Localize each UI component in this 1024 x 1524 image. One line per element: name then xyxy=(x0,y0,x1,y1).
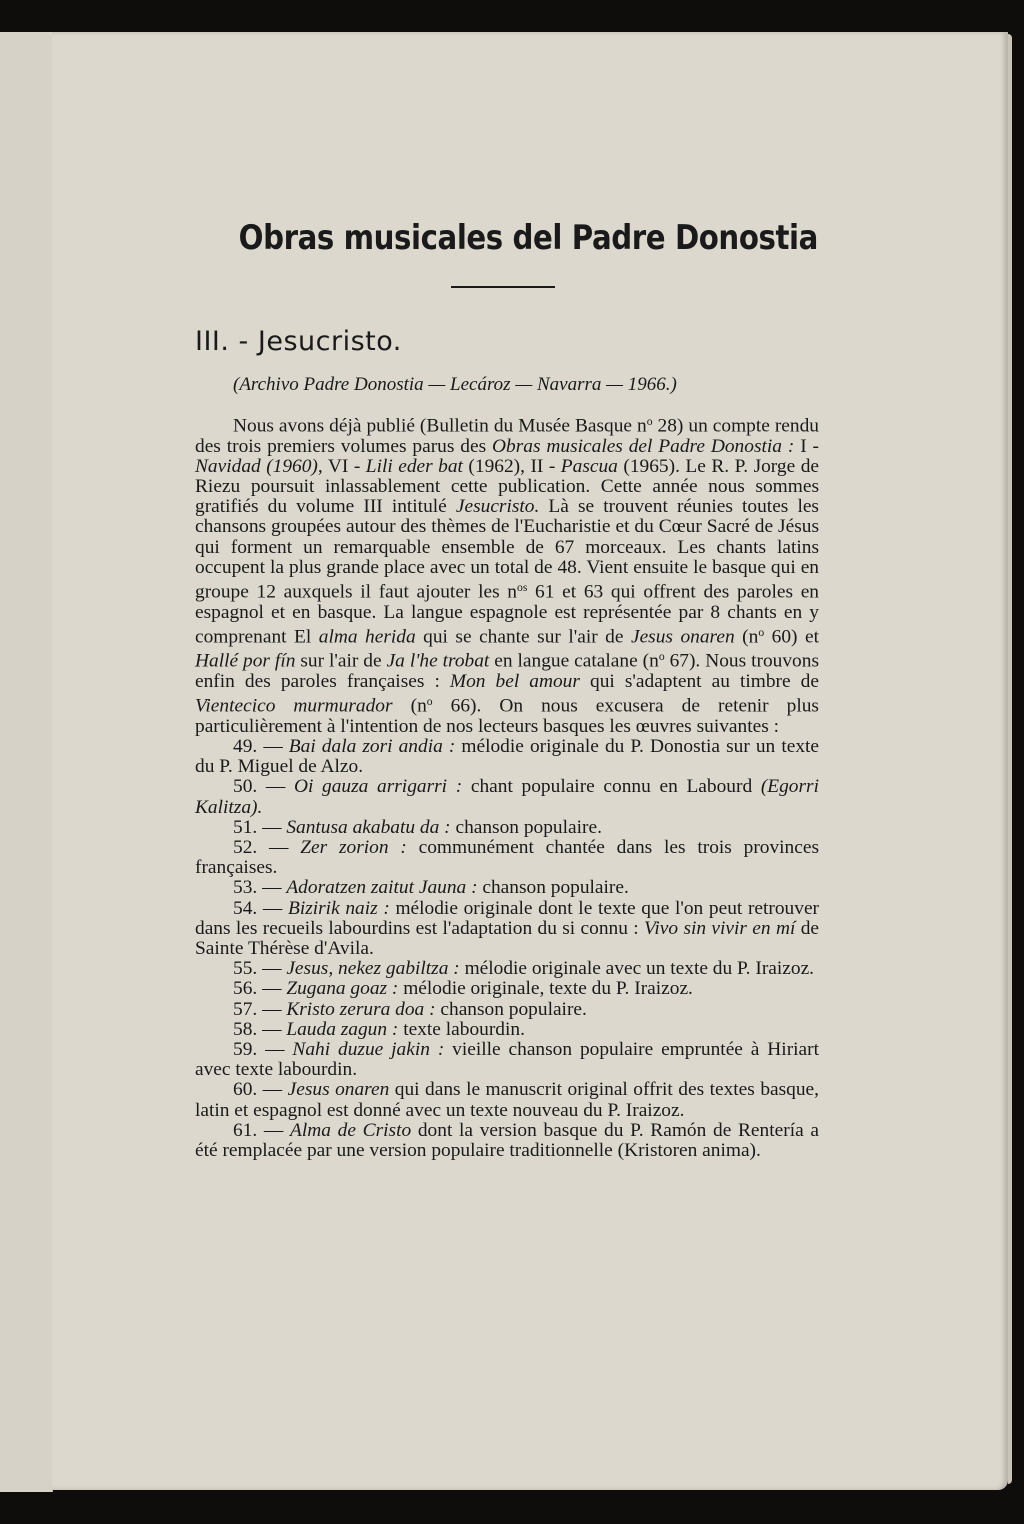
works-list xyxy=(195,737,819,1161)
work-item-55: 55. — Jesus, nekez gabiltza : mélodie originale avec un texte du P. Iraizoz. xyxy=(233,958,815,980)
source-line: (Archivo Padre Donostia — Lecároz — Navarra — 1966.) xyxy=(233,374,677,395)
page-title: Obras musicales del Padre Donostia xyxy=(238,218,818,258)
intro-paragraph: Nous avons déjà publié (Bulletin du Musée Basque $n^o$ 28) un compte rendu des trois premiers volumes parus des Obras musicales del Padre Donostia : I - Navidad (1960), VI - Lili eder bat (1962), II - Pascua (1965). Le R. P. Jorge de Riezu poursuit inlassablement cette publication. Cette année nous sommes gratifiés du volume III intitulé Jesucristo. Là se trouvent réunies toutes les chansons groupées autour des thèmes de l'Eucharistie et du Cœur Sacré de Jésus qui forment un remarquable ensemble de 67 morceaux. Les chants latins occupent la plus grande place avec un total de 48. Vient ensuite le basque qui en groupe 12 auxquels il faut ajouter les $n^{os}$ 61 et 63 qui offrent des paroles en espagnol et en basque. La langue espagnole est représentée par 8 chants en y comprenant El alma herida qui se chante sur l'air de Jesus onaren ($n^o$ 60) et Hallé por fín sur l'air de Ja l'he trobat en langue catalane ($n^o$ 67). Nous trouvons enfin des paroles françaises : Mon bel amour qui s'adaptent au timbre de Vientecico murmurador ($n^o$ 66). On nous excusera de retenir plus particulièrement à l'intention de nos lecteurs basques les œuvres suivantes : xyxy=(195,415,820,737)
work-item-50: 50. — Oi gauza arrigarri : chant populaire connu en Labourd (Egorri Kalitza). xyxy=(195,776,819,818)
work-item-58: 58. — Lauda zagun : texte labourdin. xyxy=(233,1018,525,1040)
work-item-61: 61. — Alma de Cristo dont la version basque du P. Ramón de Rentería a été remplacée par une version populaire traditionnelle (Kristoren anima). xyxy=(195,1119,819,1162)
work-item-54: 54. — Bizirik naiz : mélodie originale dont le texte que l'on peut retrouver dans les recueils labourdins est l'adaptation du si connu : Vivo sin vivir en mí de Sainte Thérèse d'Avila. xyxy=(195,897,820,960)
work-item-56: 56. — Zugana goaz : mélodie originale, texte du P. Iraizoz. xyxy=(233,978,693,1000)
work-item-52: 52. — Zer zorion : communément chantée dans les trois provinces françaises. xyxy=(195,837,820,879)
work-item-49: 49. — Bai dala zori andia : mélodie originale du P. Donostia sur un texte du P. Miguel de Alzo. xyxy=(195,736,820,778)
work-item-57: 57. — Kristo zerura doa : chanson populaire. xyxy=(233,998,587,1020)
section-heading: III. - Jesucristo. xyxy=(195,326,402,357)
work-item-59: 59. — Nahi duzue jakin : vieille chanson populaire empruntée à Hiriart avec texte labourdin. xyxy=(195,1039,819,1081)
article-body xyxy=(195,412,819,1161)
work-item-53: 53. — Adoratzen zaitut Jauna : chanson populaire. xyxy=(233,877,629,899)
work-item-51: 51. — Santusa akabatu da : chanson populaire. xyxy=(233,816,602,838)
previous-page-edge xyxy=(0,32,53,1492)
work-item-60: 60. — Jesus onaren qui dans le manuscrit original offrit des textes basque, latin et espagnol est donné avec un texte nouveau du P. Iraizoz. xyxy=(195,1079,820,1121)
title-divider xyxy=(451,286,555,288)
page-stack-edge xyxy=(1008,34,1012,1484)
